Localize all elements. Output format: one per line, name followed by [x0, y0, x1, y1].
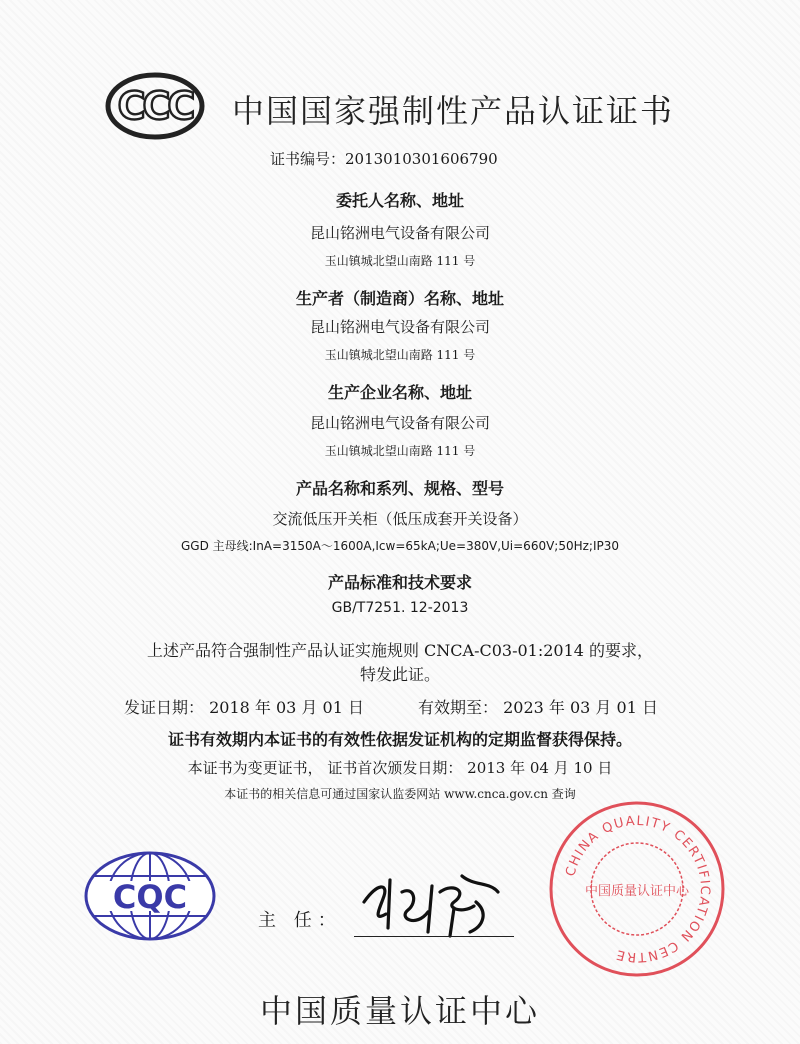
product-label: 产品名称和系列、规格、型号: [295, 479, 504, 498]
validity-note: 证书有效期内本证书的有效性依据发证机构的定期监督获得保持。: [167, 730, 632, 749]
seal-inner-text: 中国质量认证中心: [584, 884, 690, 899]
manufacturer-label: 生产者（制造商）名称、地址: [295, 289, 504, 308]
director-signature: [358, 862, 508, 942]
ccc-logo: [105, 72, 205, 140]
change-note: 本证书为变更证书， 证书首次颁发日期： 2013 年 04 月 10 日: [187, 759, 613, 777]
client-name: 昆山铭洲电气设备有限公司: [309, 224, 490, 242]
cqc-logo-text: CQC: [112, 878, 188, 916]
product-model: GGD 主母线:InA=3150A～1600A,Icw=65kA;Ue=380V,Ui=660V;50Hz;IP30: [180, 539, 620, 553]
manufacturer-address: 玉山镇城北望山南路 111 号: [324, 348, 476, 362]
standard-label: 产品标准和技术要求: [327, 573, 472, 592]
director-label: 主 任：: [258, 910, 342, 931]
product-name: 交流低压开关柜（低压成套开关设备）: [272, 510, 528, 528]
manufacturer-name: 昆山铭洲电气设备有限公司: [309, 318, 490, 336]
factory-name: 昆山铭洲电气设备有限公司: [309, 414, 490, 432]
seal-outer-text: CHINA QUALITY CERTIFICATION CENTRE: [563, 813, 713, 965]
statement-line-1: 上述产品符合强制性产品认证实施规则 CNCA-C03-01:2014 的要求，: [146, 641, 654, 660]
query-note: 本证书的相关信息可通过国家认监委网站 www.cnca.gov.cn 查询: [224, 787, 576, 801]
ccc-logo-text: CCC: [117, 84, 193, 128]
footer-organization: 中国质量认证中心: [259, 992, 540, 1030]
client-address: 玉山镇城北望山南路 111 号: [324, 254, 476, 268]
client-label: 委托人名称、地址: [335, 191, 464, 210]
expiry-date: 有效期至： 2023 年 03 月 01 日: [418, 698, 658, 717]
factory-address: 玉山镇城北望山南路 111 号: [324, 444, 476, 458]
certificate-title: 中国国家强制性产品认证证书: [232, 92, 675, 130]
cqc-logo: [80, 848, 220, 944]
factory-label: 生产企业名称、地址: [327, 383, 472, 402]
certificate-number: 证书编号：2013010301606790: [270, 150, 498, 168]
standard-value: GB/T7251. 12-2013: [331, 600, 469, 616]
signature-line: [354, 936, 514, 937]
certification-seal: [548, 800, 726, 978]
issue-date: 发证日期： 2018 年 03 月 01 日: [124, 698, 364, 717]
statement-line-2: 特发此证。: [359, 665, 440, 684]
